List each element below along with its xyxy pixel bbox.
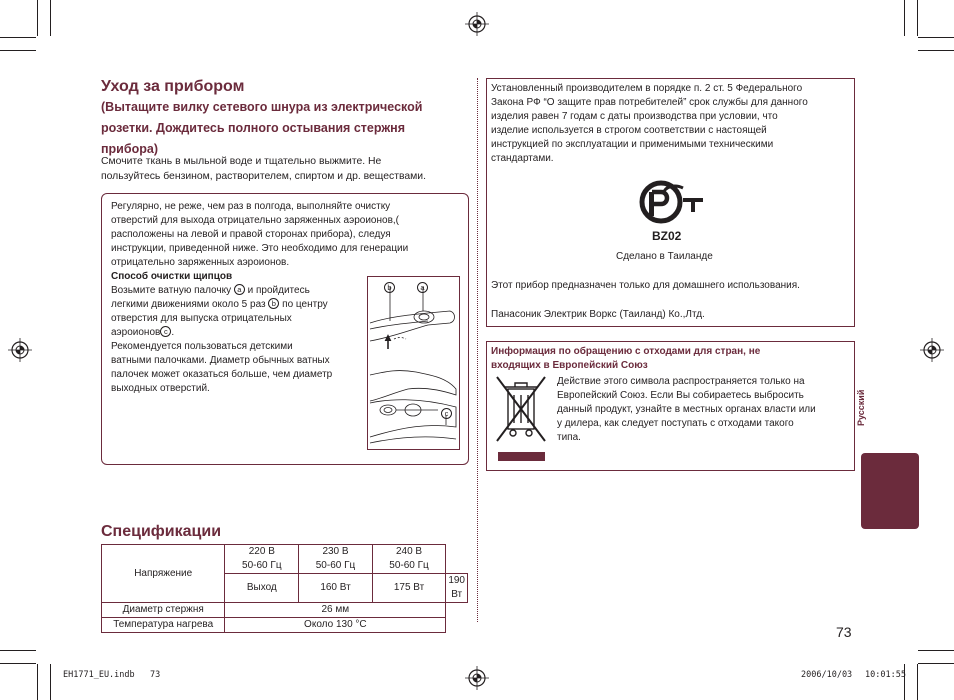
registration-mark-right-icon [920,338,944,362]
table-row: Диаметр стержня 26 мм [102,603,468,618]
illustration-marker-c: c [441,408,452,419]
column-divider [477,78,478,622]
specs-title: Спецификации [101,523,222,540]
table-row: Выход 160 Вт 175 Вт 190 Вт [102,574,468,603]
registration-mark-bottom-icon [465,666,489,690]
temperature-label: Температура нагрева [102,618,225,633]
illustration-marker-b: b [384,282,395,293]
notice-intro: Регулярно, не реже, чем раз в полгода, выполняйте очистку отверстий для выхода отрицательно заряженных аэроионов,( расположены на левой и правой сторонах прибора), следуя инструкции, приведенной ниже. Это необходимо для генерации отрицательно заряженных аэроионов. [111,201,409,268]
voltage-label: Напряжение [102,545,225,603]
manufacturer: Панасоник Электрик Воркс (Таиланд) Ко.,Лтд. [491,309,705,320]
table-row: Температура нагрева Около 130 °C [102,618,468,633]
registration-mark-left-icon [8,338,32,362]
device-illustration [367,276,460,450]
page-number: 73 [836,624,852,640]
footer-date: 2006/10/03 [801,670,853,680]
illustration-marker-a: a [417,282,428,293]
footer-file: EH1771_EU.indb [63,670,135,680]
cleaning-method-heading: Способ очистки щипцов [111,271,233,282]
footer-page: 73 [150,670,161,680]
made-in: Сделано в Таиланде [616,251,713,262]
warranty-text: Установленный производителем в порядке п. 2 ст. 5 Федерального Закона РФ “О защите прав потребителей” срок службы для данного изделия равен 7 годам с даты производства при условии, что изделие используется в строгом соответствии с настоящей инструкцией по эксплуатации и применимыми техническими стандартами. [491,83,808,164]
care-subtitle: (Вытащите вилку сетевого шнура из электрической розетки. Дождитесь полного остывания стержня прибора) [101,100,423,156]
marker-c-icon: c [160,326,171,337]
disposal-bar [498,452,545,461]
registration-mark-top-icon [465,12,489,36]
cert-code: BZ02 [652,229,682,243]
diameter-label: Диаметр стержня [102,603,225,618]
language-tab [861,453,919,529]
care-text: Смочите ткань в мыльной воде и тщательно выжмите. Не пользуйтесь бензином, растворителем, спиртом и др. веществами. [101,156,426,182]
home-use-notice: Этот прибор предназначен только для домашнего использования. [491,280,800,291]
footer-time: 10:01:55 [865,670,906,680]
disposal-heading: Информация по обращению с отходами для стран, не входящих в Европейский Союз [491,346,761,371]
output-label: Выход [225,574,299,603]
table-row: Напряжение 220 В 50-60 Гц 230 В 50-60 Гц 240 В 50-60 Гц [102,545,468,574]
side-tab-label: Русский [856,389,866,426]
gost-certification-logo-icon [639,178,705,228]
crossed-bin-icon [495,375,547,445]
care-title: Уход за прибором [101,78,245,95]
cleaning-method: Способ очистки щипцов Возьмите ватную палочку a и пройдитесь легкими движениями около 5 раз b по центру отверстия для выпуска отрицательных аэроионов c . Рекомендуется пользоваться детскими ватными палочками. Диаметр обычных ватных палочек может оказаться больше, чем диаметр выходных отверстий. [111,270,366,396]
specs-table [101,544,468,633]
marker-a-icon: a [234,284,245,295]
disposal-text: Действие этого символа распространяется только на Европейский Союз. Если Вы собираетесь выбросить данный продукт, узнайте в местных органах власти или у дилера, как следует поступать с отходами такого типа. [557,376,816,443]
marker-b-icon: b [268,298,279,309]
curling-iron-drawing-icon [368,277,459,449]
